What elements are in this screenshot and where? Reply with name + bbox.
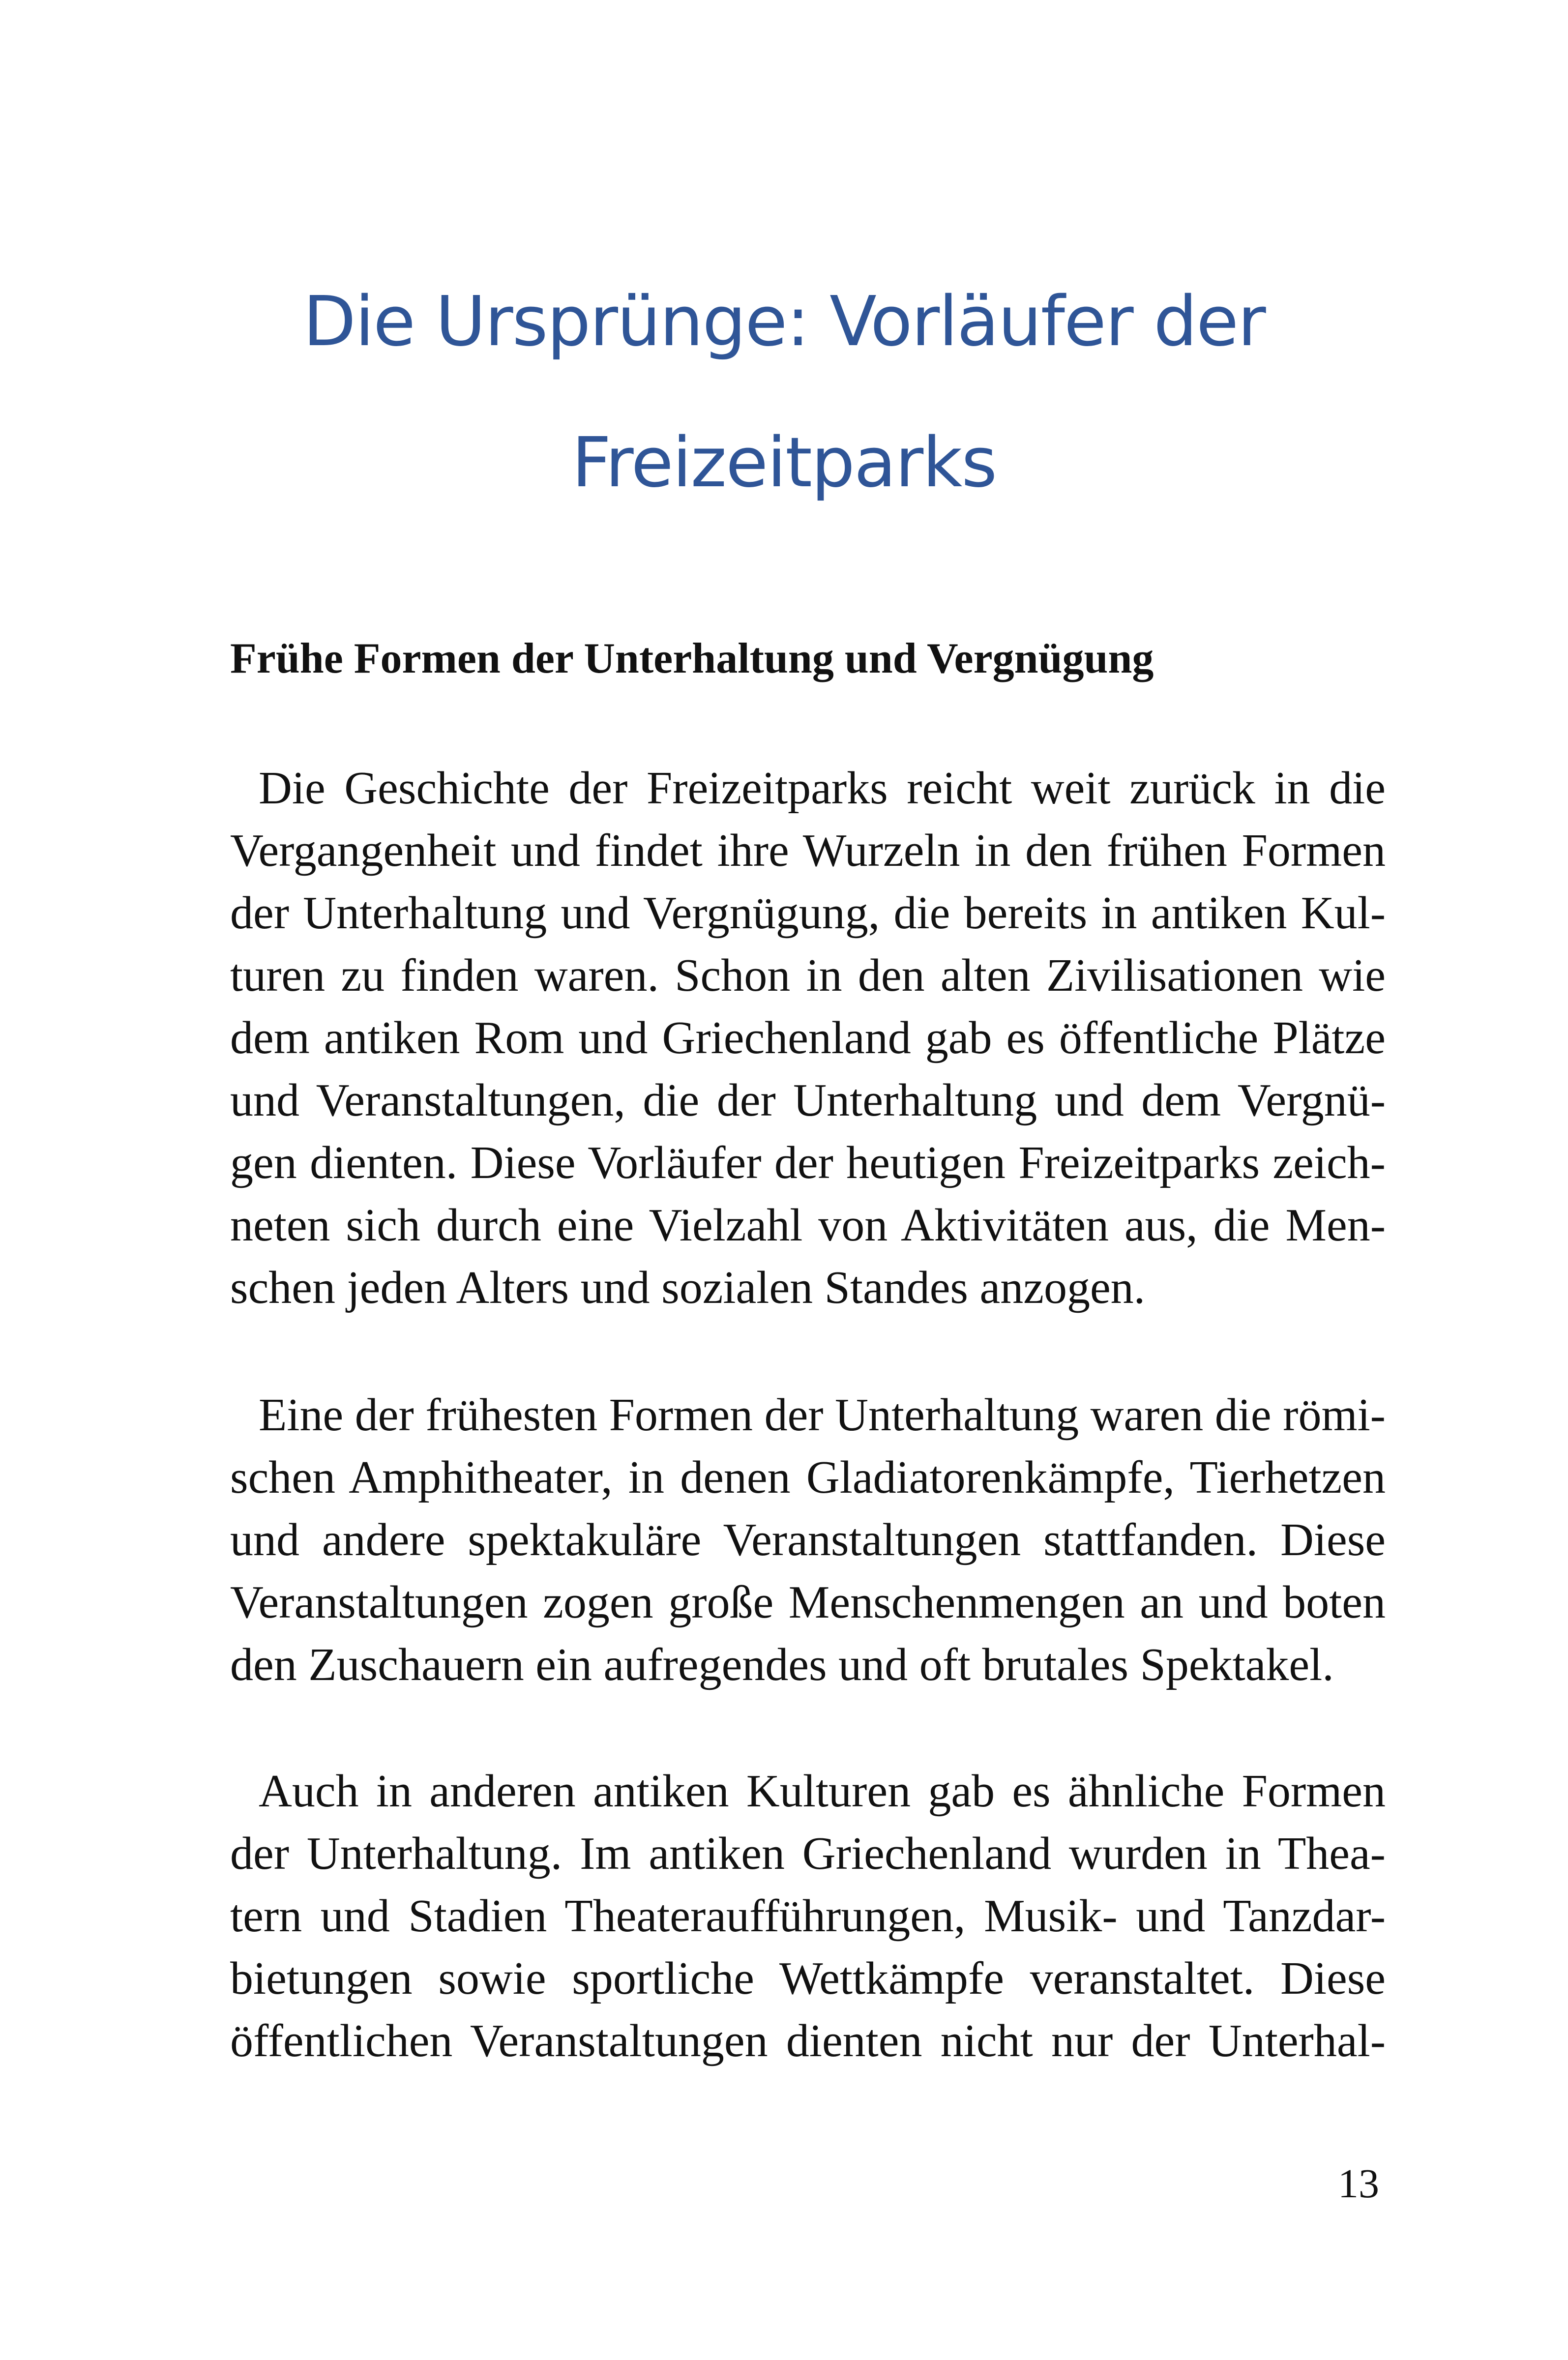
paragraph-line: der Unterhaltung und Vergnügung, die bereits in antiken Kul-	[230, 887, 1386, 939]
paragraph-line: und andere spektakuläre Veranstaltungen stattfanden. Diese	[230, 1514, 1386, 1565]
paragraph-line: Veranstaltungen zogen große Menschenmengen an und boten	[230, 1577, 1386, 1628]
paragraph-line: schen jeden Alters und sozialen Standes anzogen.	[230, 1262, 1146, 1313]
section-heading: Frühe Formen der Unterhaltung und Vergnügung	[230, 635, 1154, 682]
paragraph-2	[230, 1384, 1386, 1696]
paragraph-line: bietungen sowie sportliche Wettkämpfe veranstaltet. Diese	[230, 1953, 1386, 2004]
chapter-title-line-2: Freizeitparks	[571, 423, 997, 503]
paragraph-line: schen Amphitheater, in denen Gladiatorenkämpfe, Tierhetzen	[230, 1452, 1386, 1503]
paragraph-3	[230, 1760, 1386, 2072]
page-number: 13	[1338, 2161, 1379, 2207]
chapter-title-line-1: Die Ursprünge: Vorläufer der	[303, 282, 1265, 362]
paragraph-line: Vergangenheit und findet ihre Wurzeln in den frühen Formen	[230, 825, 1386, 876]
paragraph-line: öffentlichen Veranstaltungen dienten nicht nur der Unterhal-	[230, 2015, 1386, 2066]
paragraph-line: Eine der frühesten Formen der Unterhaltung waren die römi-	[259, 1389, 1386, 1441]
paragraph-line: der Unterhaltung. Im antiken Griechenland wurden in Thea-	[230, 1828, 1386, 1879]
paragraph-line: Auch in anderen antiken Kulturen gab es ähnliche Formen	[259, 1766, 1386, 1817]
paragraph-line: den Zuschauern ein aufregendes und oft brutales Spektakel.	[230, 1639, 1334, 1690]
paragraph-1	[230, 757, 1386, 1319]
paragraph-line: neten sich durch eine Vielzahl von Aktivitäten aus, die Men-	[230, 1200, 1386, 1251]
paragraph-line: dem antiken Rom und Griechenland gab es öffentliche Plätze	[230, 1012, 1386, 1063]
paragraph-line: Die Geschichte der Freizeitparks reicht weit zurück in die	[259, 763, 1386, 814]
paragraph-line: gen dienten. Diese Vorläufer der heutigen Freizeitparks zeich-	[230, 1137, 1386, 1188]
paragraph-line: turen zu finden waren. Schon in den alten Zivilisationen wie	[230, 950, 1386, 1001]
paragraph-line: und Veranstaltungen, die der Unterhaltung und dem Vergnü-	[230, 1075, 1386, 1126]
paragraph-line: tern und Stadien Theateraufführungen, Musik- und Tanzdar-	[230, 1890, 1386, 1942]
